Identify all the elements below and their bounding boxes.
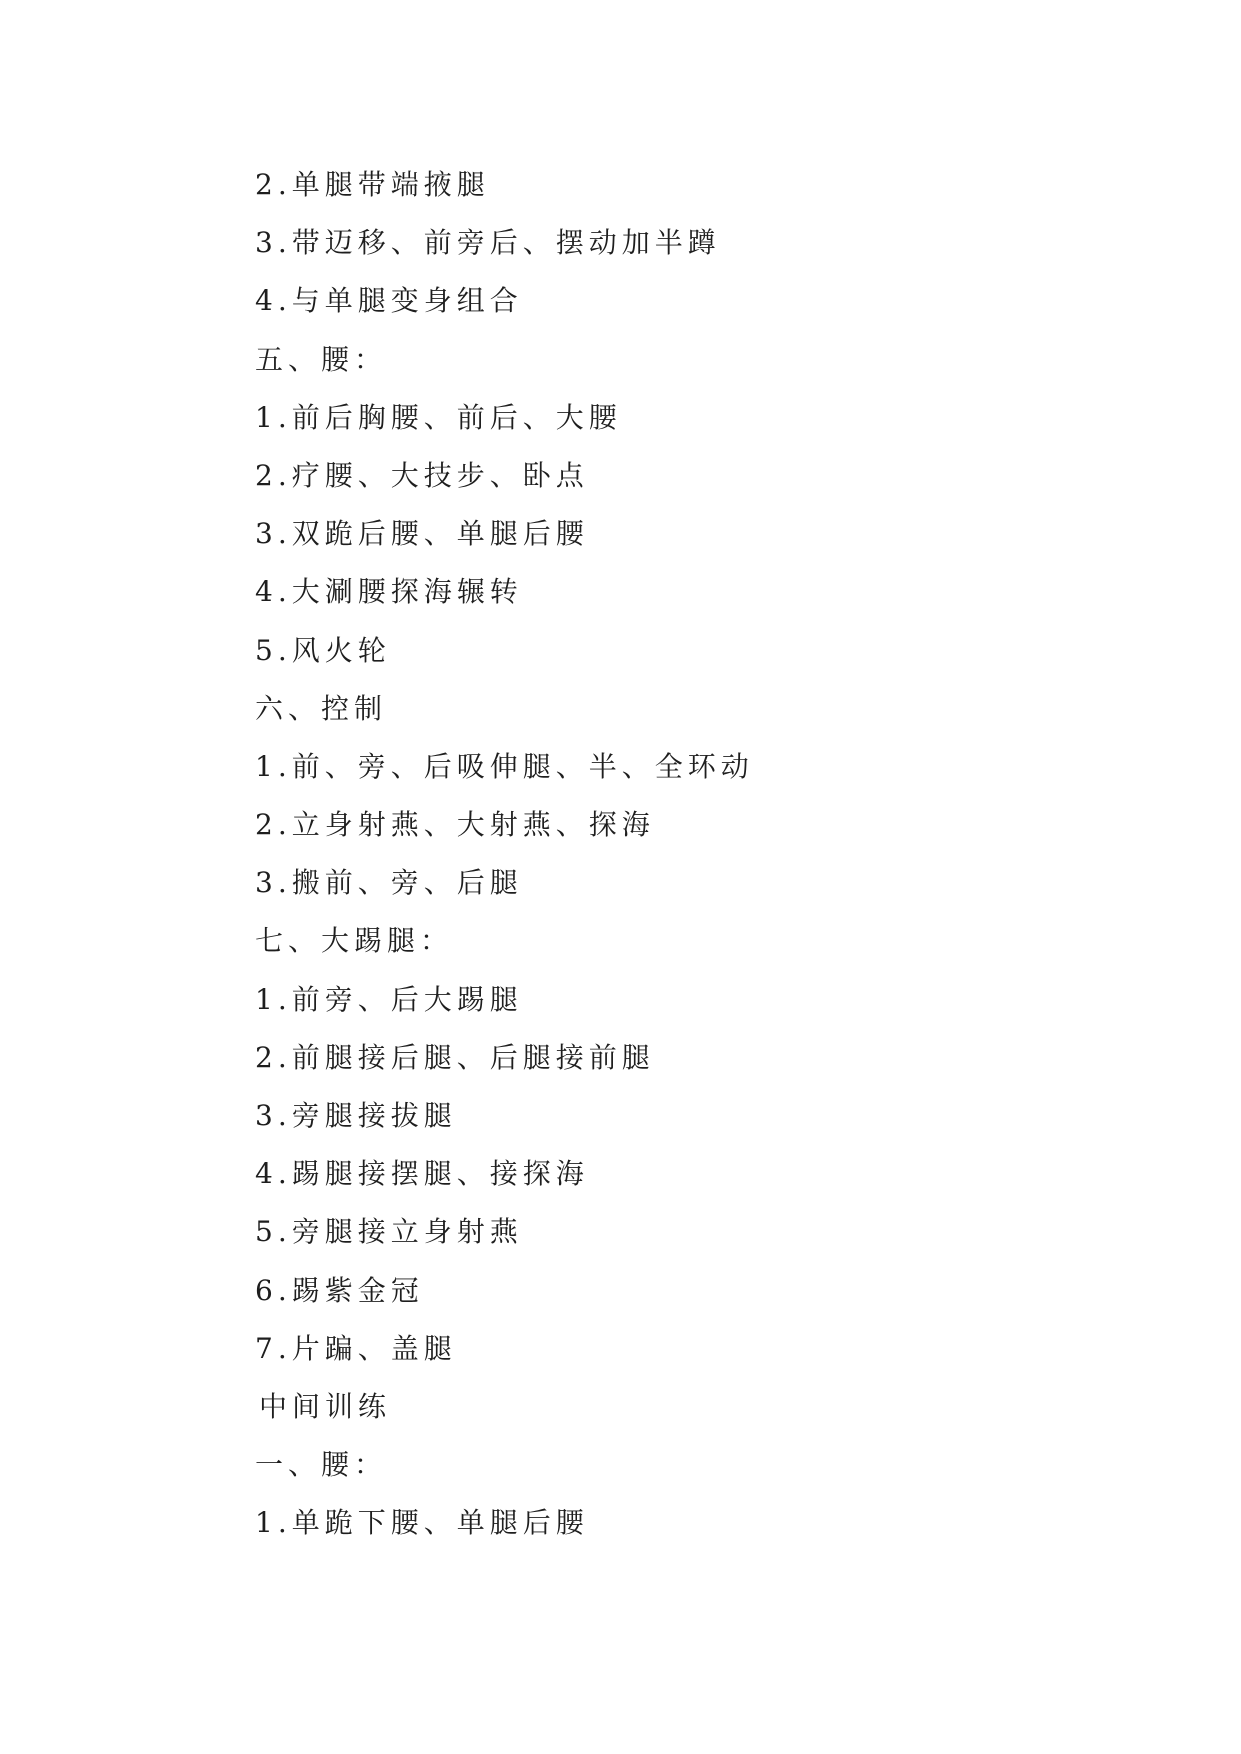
list-item: 4.与单腿变身组合 [255, 284, 523, 318]
list-item: 2.疗腰、大技步、卧点 [255, 458, 589, 492]
list-item: 3.搬前、旁、后腿 [255, 866, 523, 900]
list-item: 2.单腿带端掖腿 [255, 168, 490, 201]
list-item: 1.前后胸腰、前后、大腰 [255, 400, 622, 434]
list-item: 5.旁腿接立身射燕 [255, 1215, 523, 1249]
list-item: 3.双跪后腰、单腿后腰 [255, 517, 589, 551]
list-item: 5.风火轮 [255, 633, 391, 667]
list-item: 3.旁腿接拔腿 [255, 1099, 457, 1132]
list-item: 1.前、旁、后吸伸腿、半、全环动 [255, 749, 754, 783]
list-item: 2.前腿接后腿、后腿接前腿 [255, 1040, 655, 1074]
list-item: 4.大涮腰探海辗转 [255, 575, 523, 609]
list-item: 7.片蹁、盖腿 [255, 1331, 457, 1365]
section-heading: 一、腰： [255, 1448, 388, 1482]
part-heading: 中间训练 [259, 1389, 392, 1423]
list-item: 2.立身射燕、大射燕、探海 [255, 808, 655, 842]
list-item: 1.前旁、后大踢腿 [255, 982, 523, 1016]
list-item: 6.踢紫金冠 [255, 1273, 424, 1307]
document-body [255, 156, 1155, 1553]
section-heading: 七、大踢腿： [255, 924, 454, 958]
section-heading: 五、腰： [255, 342, 388, 376]
list-item: 4.踢腿接摆腿、接探海 [255, 1157, 589, 1191]
list-item: 3.带迈移、前旁后、摆动加半蹲 [255, 226, 721, 260]
list-item: 1.单跪下腰、单腿后腰 [255, 1506, 589, 1540]
section-heading: 六、控制 [255, 691, 388, 725]
